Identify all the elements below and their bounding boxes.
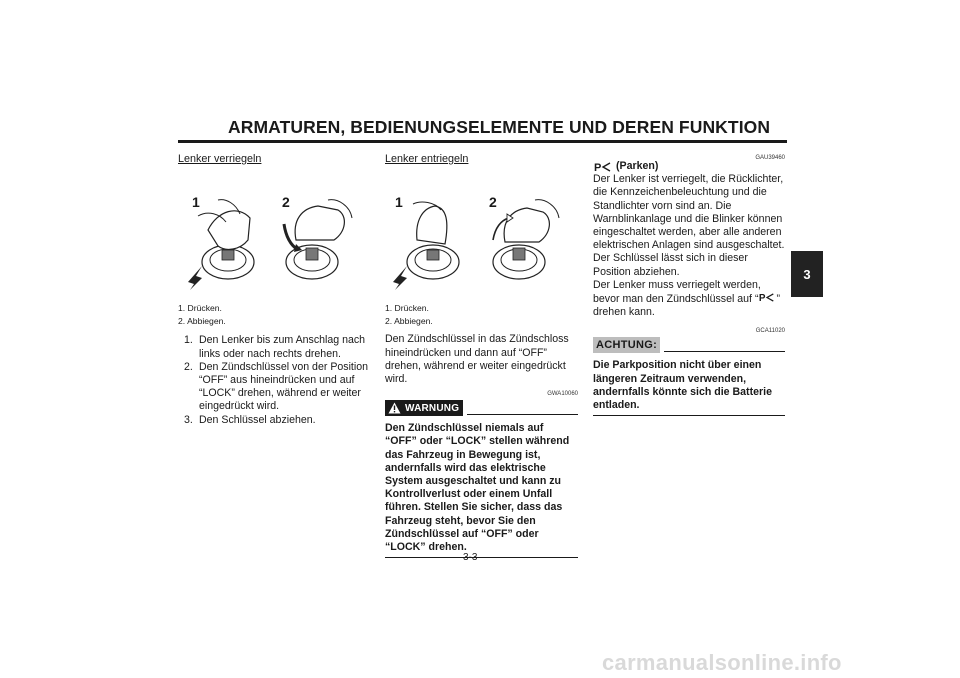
figure-label-2: 2: [282, 194, 290, 211]
step-text: Den Zündschlüssel von der Position “OFF” aus hineindrücken und auf “LOCK” drehen, während er weiter eingedrückt wird.: [199, 360, 369, 413]
figure-captions: [178, 302, 370, 327]
warning-triangle-icon: [388, 402, 401, 414]
step-text: Den Schlüssel abziehen.: [199, 413, 316, 426]
key-illustration-lock: [178, 170, 370, 298]
warning-rule: [467, 414, 578, 415]
park-paragraph-2: [593, 279, 785, 320]
figure-lock-steering: [178, 170, 370, 298]
caption-item: 1. Drücken.: [385, 303, 429, 314]
parking-symbol-icon: [593, 161, 613, 173]
figure-captions: [385, 302, 578, 327]
column-left: [178, 150, 370, 427]
section-heading-lock: Lenker verriegeln: [178, 153, 262, 165]
chapter-tab: 3: [791, 251, 823, 297]
figure-label-1: 1: [192, 194, 200, 211]
list-item: [178, 334, 370, 360]
caption-item: 1. Drücken.: [178, 303, 222, 314]
watermark: carmanualsonline.info: [602, 650, 842, 675]
column-right: [593, 150, 785, 416]
page-title: ARMATUREN, BEDIENUNGSELEMENTE UND DEREN FUNKTION: [228, 117, 771, 137]
park-title: (Parken): [616, 160, 659, 172]
title-rule: [178, 140, 787, 143]
park-text-after: ” drehen kann.: [593, 293, 781, 319]
column-middle: [385, 150, 578, 558]
notice-code: GCA11020: [755, 328, 785, 335]
warning-code: GWA10060: [547, 391, 578, 398]
notice-badge: ACHTUNG:: [593, 337, 660, 353]
page-number: 3-3: [463, 552, 478, 563]
section-code: GAU39460: [755, 155, 785, 161]
list-item: [178, 361, 370, 414]
key-illustration-unlock: [385, 170, 577, 298]
notice-text: Die Parkposition nicht über einen längeren Zeitraum verwenden, andernfalls könnte sich die Batterie entladen.: [593, 359, 785, 416]
steps-list: [178, 334, 370, 426]
park-heading: [593, 160, 785, 173]
warning-text: Den Zündschlüssel niemals auf “OFF” oder “LOCK” stellen während das Fahrzeug in Bewegung ist, andernfalls wird das elektrische System ausgeschaltet und kann zu Kontrollverlust oder einem Unfall führen. Stellen Sie sicher, dass das Fahrzeug steht, bevor Sie den Zündschlüssel auf “OFF” oder “LOCK” drehen.: [385, 422, 578, 558]
figure-label-1: 1: [395, 194, 403, 211]
svg-text:P: P: [759, 293, 766, 304]
caption-item: 2. Abbiegen.: [178, 315, 226, 326]
section-heading-unlock: Lenker entriegeln: [385, 153, 469, 165]
unlock-paragraph: Den Zündschlüssel in das Zündschloss hineindrücken und dann auf “OFF” drehen, während er weiter eingedrückt wird.: [385, 333, 569, 385]
park-text-before: Der Lenker muss verriegelt werden, bevor man den Zündschlüssel auf “: [593, 278, 761, 306]
caption-item: 2. Abbiegen.: [385, 315, 433, 326]
notice-header: [593, 337, 785, 353]
notice-rule: [664, 351, 785, 352]
step-number: 2.: [184, 360, 193, 373]
step-number: 3.: [184, 413, 193, 426]
parking-symbol-inline-icon: [758, 292, 776, 303]
list-item: [178, 414, 370, 427]
warning-badge: [385, 400, 463, 416]
warning-label: WARNUNG: [405, 402, 460, 414]
figure-unlock-steering: [385, 170, 577, 298]
warning-header: [385, 400, 578, 416]
figure-label-2: 2: [489, 194, 497, 211]
park-paragraph: Der Lenker ist verriegelt, die Rücklichter, die Kennzeichenbeleuchtung und die Standlichter vorn sind an. Die Warnblinkanlage und die Blinker können eingeschaltet werden, aber alle anderen elektrischen Anlagen sind ausgeschaltet. Der Schlüssel lässt sich in dieser Position abziehen.: [593, 173, 785, 278]
step-text: Den Lenker bis zum Anschlag nach links oder nach rechts drehen.: [199, 334, 366, 360]
step-number: 1.: [184, 334, 193, 347]
svg-text:P: P: [594, 161, 602, 173]
